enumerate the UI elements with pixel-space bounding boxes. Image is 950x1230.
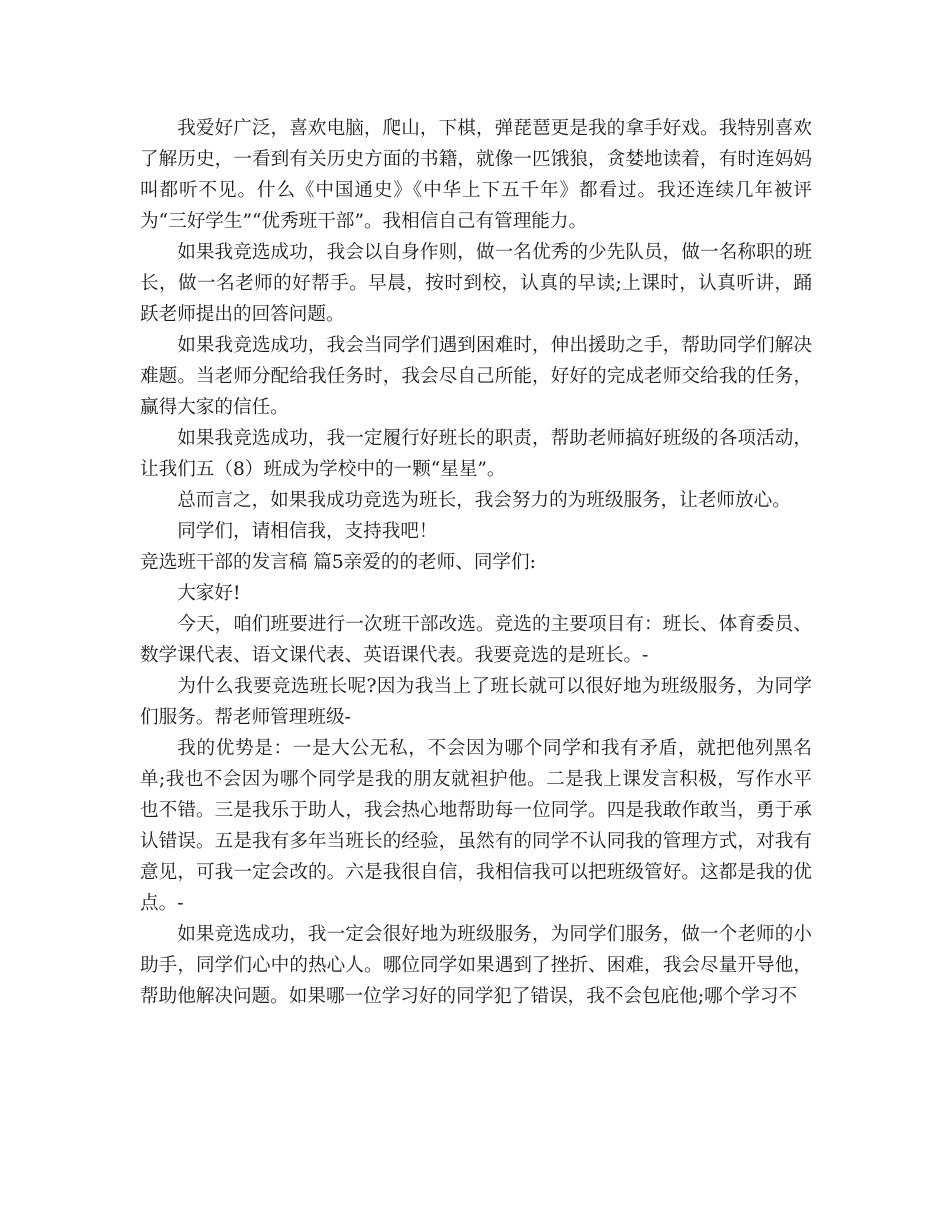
section-heading: 竞选班干部的发言稿 篇5亲爱的的老师、同学们: (140, 552, 536, 573)
paragraph-greeting: 大家好! (177, 583, 241, 604)
paragraph-election-intro: 今天，咱们班要进行一次班干部改选。竞选的主要项目有：班长、体育委员、数学课代表、语文课代表、英语课代表。我要竞选的是班长。- (140, 614, 812, 666)
paragraph-summary: 总而言之，如果我成功竞选为班长，我会努力的为班级服务，让老师放心。 (177, 490, 791, 511)
paragraph-hobbies: 我爱好广泛，喜欢电脑，爬山，下棋，弹琵琶更是我的拿手好戏。我特别喜欢了解历史，一看到有关历史方面的书籍，就像一匹饿狼，贪婪地读着，有时连妈妈叫都听不见。什么《中国通史》《中华上下五千年》都看过。我还连续几年被评为“三好学生”“优秀班干部”。我相信自己有管理能力。 (140, 118, 812, 232)
paragraph-role-model: 如果我竞选成功，我会以自身作则，做一名优秀的少先队员，做一名称职的班长，做一名老师的好帮手。早晨，按时到校，认真的早读;上课时，认真听讲，踊跃老师提出的回答问题。 (140, 242, 812, 325)
document-body (140, 113, 812, 1012)
paragraph-appeal: 同学们，请相信我，支持我吧！ (177, 521, 438, 542)
paragraph-help-classmates: 如果我竞选成功，我会当同学们遇到困难时，伸出援助之手，帮助同学们解决难题。当老师分配给我任务时，我会尽自己所能，好好的完成老师交给我的任务，赢得大家的信任。 (140, 335, 812, 418)
paragraph-if-elected: 如果竞选成功，我一定会很好地为班级服务，为同学们服务，做一个老师的小助手，同学们心中的热心人。哪位同学如果遇到了挫折、困难，我会尽量开导他，帮助他解决问题。如果哪一位学习好的同学犯了错误，我不会包庇他;哪个学习不 (140, 924, 812, 1007)
paragraph-why-monitor: 为什么我要竞选班长呢?因为我当上了班长就可以很好地为班级服务，为同学们服务。帮老师管理班级- (140, 676, 812, 728)
paragraph-advantages: 我的优势是：一是大公无私，不会因为哪个同学和我有矛盾，就把他列黑名单;我也不会因为哪个同学是我的朋友就袒护他。二是我上课发言积极，写作水平也不错。三是我乐于助人，我会热心地帮助每一位同学。四是我敢作敢当，勇于承认错误。五是我有多年当班长的经验，虽然有的同学不认同我的管理方式，对我有意见，可我一定会改的。六是我很自信，我相信我可以把班级管好。这都是我的优点。- (140, 738, 812, 914)
paragraph-duties: 如果我竞选成功，我一定履行好班长的职责，帮助老师搞好班级的各项活动，让我们五（8）班成为学校中的一颗“星星”。 (140, 428, 812, 480)
